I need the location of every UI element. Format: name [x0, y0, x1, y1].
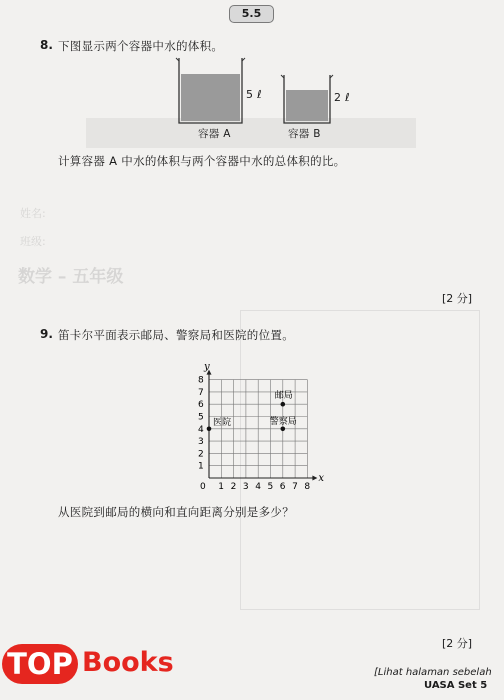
question-8-question: 计算容器 A 中水的体积与两个容器中水的总体积的比。 [58, 154, 346, 168]
page-number-tab: 5.5 [229, 5, 274, 23]
bleed-through-text: 姓名: [20, 207, 46, 220]
y-axis-label: y [204, 361, 210, 373]
question-8-number: 8. [40, 38, 53, 52]
point-marker [281, 427, 286, 432]
y-tick-label: 8 [198, 375, 204, 386]
bleed-through-text: 数学 – 五年级 [18, 267, 124, 287]
x-tick-label: 0 [200, 482, 206, 492]
container-b-label: 容器 B [288, 128, 321, 140]
cartesian-plane [190, 345, 340, 500]
point-marker [207, 427, 212, 432]
y-tick-label: 2 [198, 449, 204, 460]
question-9-number: 9. [40, 327, 53, 341]
next-page-note: [Lihat halaman sebelah [374, 667, 492, 678]
x-tick-label: 4 [255, 482, 261, 492]
logo-top-text: TOP [2, 644, 78, 684]
y-tick-label: 5 [198, 412, 204, 423]
y-tick-label: 1 [198, 461, 204, 472]
container-b-water [286, 90, 328, 121]
question-9-prompt: 笛卡尔平面表示邮局、警察局和医院的位置。 [58, 328, 294, 342]
point-label: 医院 [213, 417, 232, 428]
x-tick-label: 6 [279, 482, 286, 492]
question-8-prompt: 下图显示两个容器中水的体积。 [58, 39, 224, 53]
container-a-volume: 5 ℓ [246, 88, 262, 101]
x-tick-label: 1 [218, 482, 225, 492]
y-tick-label: 4 [198, 424, 204, 435]
container-a-water [181, 74, 240, 121]
y-tick-label: 6 [198, 400, 204, 411]
x-tick-label: 8 [304, 482, 311, 492]
logo-books-text: Books [82, 647, 174, 678]
point-label: 邮局 [274, 391, 293, 402]
x-axis-arrow [312, 476, 317, 481]
point-marker [281, 402, 286, 407]
x-tick-label: 3 [242, 482, 249, 492]
y-tick-label: 7 [198, 387, 204, 398]
container-a-label: 容器 A [198, 128, 231, 140]
point-label: 警察局 [269, 416, 297, 427]
question-9-marks: [2 分] [442, 637, 473, 650]
container-b-volume: 2 ℓ [334, 91, 350, 104]
x-tick-label: 7 [292, 482, 298, 492]
y-tick-label: 3 [198, 437, 204, 448]
set-label: UASA Set 5 [424, 680, 488, 691]
x-tick-label: 5 [267, 482, 274, 492]
topbooks-logo [0, 640, 186, 688]
x-tick-label: 2 [230, 482, 237, 492]
x-axis-label: x [318, 473, 325, 484]
bleed-through-text: 班级: [20, 235, 46, 248]
question-8-marks: [2 分] [442, 292, 473, 305]
question-9-question: 从医院到邮局的横向和直向距离分别是多少？ [58, 505, 294, 519]
